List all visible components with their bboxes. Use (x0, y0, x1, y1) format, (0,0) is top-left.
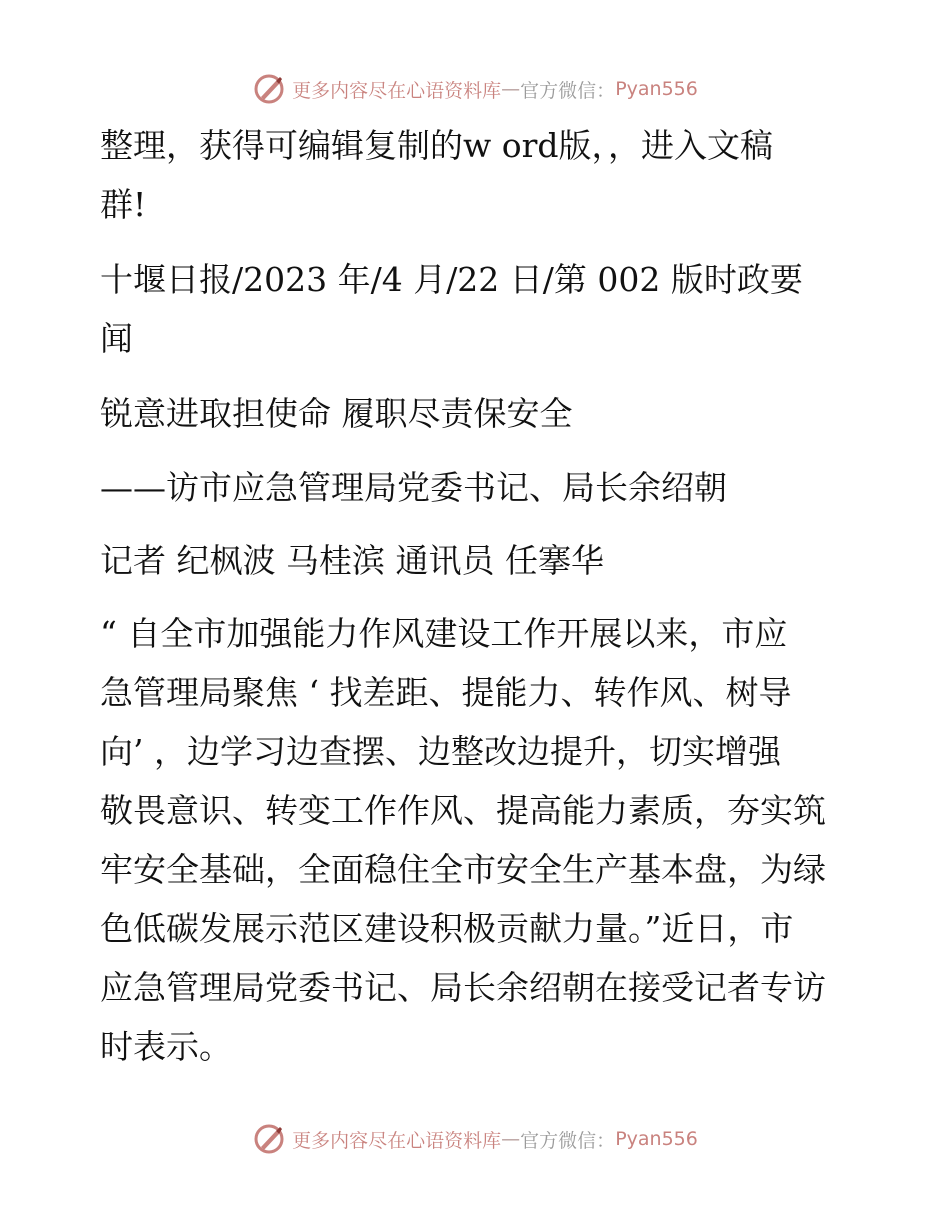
body-line: “ 自全市加强能力作风建设工作开展以来，市应 (100, 614, 788, 653)
body-line: 向’ ，边学习边查摆、边整改边提升，切实增强 (100, 732, 781, 771)
header-watermark (0, 72, 950, 106)
body-line: 急管理局聚焦 ‘ 找差距、提能力、转作风、树导 (100, 673, 792, 712)
article-subtitle: ——访市应急管理局党委书记、局长余绍朝 (100, 468, 727, 507)
body-line: 牢安全基础，全面稳住全市安全生产基本盘，为绿 (100, 850, 826, 889)
pen-logo-icon (252, 72, 286, 106)
body-line: 色低碳发展示范区建设积极贡献力量。”近日，市 (100, 909, 794, 948)
article-title: 锐意进取担使命 履职尽责保安全 (100, 394, 573, 433)
source-line-1: 十堰日报/2023 年/4 月/22 日/第 002 版时政要 (100, 260, 803, 299)
byline: 记者 纪枫波 马桂滨 通讯员 任搴华 (100, 541, 604, 580)
watermark-slogan: 更多内容尽在心语资料库 (292, 1129, 502, 1152)
footer-watermark (0, 1122, 950, 1156)
intro-line-2: 群! (100, 185, 147, 224)
watermark-official: 官方微信： (520, 79, 616, 102)
watermark-separator: — (501, 1128, 521, 1150)
intro-line-1: 整理，获得可编辑复制的w ord版，，进入文稿 (100, 126, 774, 165)
watermark-wechat-id: Pyan556 (615, 1128, 698, 1150)
watermark-slogan: 更多内容尽在心语资料库 (292, 79, 502, 102)
watermark-separator: — (501, 78, 521, 100)
source-line-2: 闻 (100, 319, 133, 358)
body-line: 应急管理局党委书记、局长余绍朝在接受记者专访 (100, 968, 826, 1007)
body-line: 时表示。 (100, 1027, 232, 1066)
pen-logo-icon (252, 1122, 286, 1156)
watermark-wechat-id: Pyan556 (615, 78, 698, 100)
watermark-official: 官方微信： (520, 1129, 616, 1152)
body-line: 敬畏意识、转变工作作风、提高能力素质，夯实筑 (100, 791, 826, 830)
